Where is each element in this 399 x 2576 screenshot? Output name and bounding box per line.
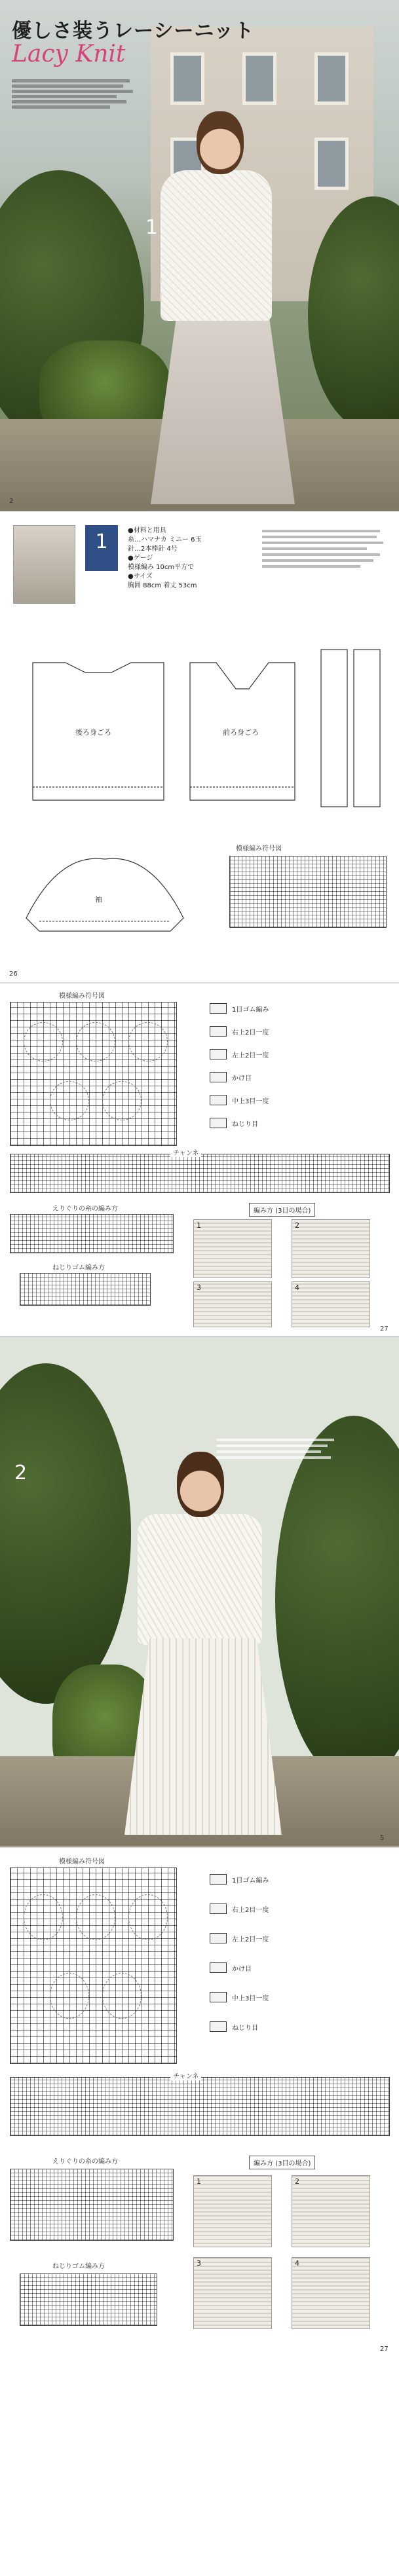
intro-text-block bbox=[12, 77, 143, 111]
ribbing-chart bbox=[10, 2077, 390, 2136]
page-number: 5 bbox=[380, 1835, 385, 1842]
stitch-symbol-icon bbox=[210, 1874, 227, 1885]
thumbnail-photo bbox=[13, 525, 75, 604]
model-lace-top bbox=[138, 1514, 262, 1645]
tree bbox=[275, 1416, 399, 1782]
window bbox=[242, 52, 276, 105]
chart-motif bbox=[50, 1973, 89, 2019]
text-line: 針…2本棒針 4号 bbox=[128, 545, 178, 553]
rib-chart bbox=[20, 2273, 157, 2326]
text-line: ●材料と用具 bbox=[128, 527, 166, 534]
garment-schematics bbox=[13, 636, 387, 833]
step-illustration: 4 bbox=[292, 1281, 370, 1327]
stitch-symbol-icon bbox=[210, 1049, 227, 1059]
page-number: 27 bbox=[380, 1325, 389, 1333]
instructions-page-1 bbox=[0, 511, 399, 982]
pattern-page-1 bbox=[0, 982, 399, 1336]
step-illustration: 4 bbox=[292, 2257, 370, 2329]
chart-motif bbox=[128, 1894, 168, 1940]
page-title-japanese: 優しさ装うレーシーニット bbox=[12, 20, 255, 43]
legend-item: 右上2目一度 bbox=[210, 1904, 269, 1914]
model-lace-top bbox=[161, 170, 272, 321]
legend-item: 左上2目一度 bbox=[210, 1049, 269, 1059]
front-label: 前ろ身ごろ bbox=[223, 728, 259, 737]
main-lace-chart bbox=[10, 1002, 177, 1146]
stitch-symbol-icon bbox=[210, 1095, 227, 1105]
legend-item: ねじり目 bbox=[210, 2021, 258, 2032]
chart-motif bbox=[102, 1081, 142, 1120]
page-number: 26 bbox=[9, 970, 18, 978]
model-lace-skirt bbox=[124, 1638, 282, 1835]
pattern-chart-title: 模様編み符号図 bbox=[236, 845, 282, 853]
legend-item: 右上2目一度 bbox=[210, 1026, 269, 1037]
sleeve-schematic bbox=[13, 839, 210, 957]
stitch-symbol-icon bbox=[210, 1904, 227, 1914]
text-line: 胸囲 88cm 着丈 53cm bbox=[128, 582, 197, 589]
legend-item: 中上3目一度 bbox=[210, 1992, 269, 2002]
stitch-symbol-icon bbox=[210, 1992, 227, 2002]
bottom-margin bbox=[0, 2529, 399, 2576]
legend-item: 中上3目一度 bbox=[210, 1095, 269, 1105]
pattern-chart-title: 模様編み符号図 bbox=[59, 1858, 105, 1866]
sleeve-label: 袖 bbox=[95, 895, 102, 904]
rib-pattern-label: ねじりゴム編み方 bbox=[52, 1264, 105, 1272]
neck-chart bbox=[10, 1214, 174, 1253]
legend-item: かけ目 bbox=[210, 1072, 252, 1082]
stitch-symbol-icon bbox=[210, 1072, 227, 1082]
legend-item: 左上2目一度 bbox=[210, 1933, 269, 1943]
neck-pattern-label: えりぐりの糸の編み方 bbox=[52, 2158, 118, 2165]
main-lace-chart bbox=[10, 1868, 177, 2064]
back-label: 後ろ身ごろ bbox=[75, 728, 111, 737]
text-line: ●サイズ bbox=[128, 573, 153, 580]
photo-page-1 bbox=[0, 0, 399, 511]
step-illustration: 3 bbox=[193, 2257, 272, 2329]
how-to-title: 編み方 (3目の場合) bbox=[249, 1203, 315, 1217]
legend-item: 1目ゴム編み bbox=[210, 1874, 269, 1885]
item-number-box bbox=[85, 525, 118, 571]
chart-motif bbox=[24, 1894, 63, 1940]
materials-text bbox=[128, 526, 202, 591]
text-line: 糸…ハマナカ ミニー 6玉 bbox=[128, 536, 202, 543]
step-illustration: 1 bbox=[193, 2175, 272, 2247]
chart-motif bbox=[50, 1081, 89, 1120]
text-line: ●ゲージ bbox=[128, 555, 153, 562]
stitch-symbol-icon bbox=[210, 1003, 227, 1014]
pattern-chart bbox=[229, 856, 387, 928]
photo-page-2 bbox=[0, 1336, 399, 1847]
window bbox=[314, 138, 349, 190]
chart-motif bbox=[24, 1022, 63, 1061]
window bbox=[170, 52, 204, 105]
instructions-text bbox=[262, 526, 387, 571]
legend-item: 1目ゴム編み bbox=[210, 1003, 269, 1014]
text-line: 模様編み 10cm平方で bbox=[128, 564, 195, 571]
page-number: 27 bbox=[380, 2346, 389, 2353]
legend-item: ねじり目 bbox=[210, 1118, 258, 1128]
pattern-chart-title: 模様編み符号図 bbox=[59, 993, 105, 1000]
stitch-symbol-icon bbox=[210, 2021, 227, 2032]
window bbox=[314, 52, 349, 105]
chart-motif bbox=[128, 1022, 168, 1061]
step-illustration: 2 bbox=[292, 1219, 370, 1278]
ribbing-chart bbox=[10, 1154, 390, 1193]
stitch-symbol-icon bbox=[210, 1026, 227, 1037]
ribbing-label: チャンネ bbox=[170, 2070, 201, 2080]
rib-chart bbox=[20, 1273, 151, 1306]
neck-pattern-label: えりぐりの糸の編み方 bbox=[52, 1205, 118, 1213]
page-number: 2 bbox=[9, 498, 14, 505]
stitch-symbol-icon bbox=[210, 1118, 227, 1128]
item-number: 2 bbox=[14, 1462, 28, 1484]
model-head bbox=[197, 111, 244, 174]
step-illustration: 2 bbox=[292, 2175, 370, 2247]
neckband-schematic bbox=[321, 650, 380, 807]
chart-motif bbox=[76, 1894, 115, 1940]
item-number: 1 bbox=[95, 530, 108, 553]
page-title-english: Lacy Knit bbox=[12, 41, 126, 67]
stitch-symbol-icon bbox=[210, 1933, 227, 1943]
pattern-page-2 bbox=[0, 1847, 399, 2576]
chart-motif bbox=[102, 1973, 142, 2019]
stitch-symbol-icon bbox=[210, 1962, 227, 1973]
caption-text bbox=[216, 1435, 347, 1462]
chart-motif bbox=[76, 1022, 115, 1061]
item-number: 1 bbox=[145, 216, 159, 239]
neck-chart bbox=[10, 2169, 174, 2241]
ribbing-label: チャンネ bbox=[170, 1147, 201, 1157]
rib-pattern-label: ねじりゴム編み方 bbox=[52, 2263, 105, 2270]
how-to-title: 編み方 (3目の場合) bbox=[249, 2156, 315, 2169]
legend-item: かけ目 bbox=[210, 1962, 252, 1973]
tree bbox=[0, 1363, 131, 1704]
step-illustration: 1 bbox=[193, 1219, 272, 1278]
step-illustration: 3 bbox=[193, 1281, 272, 1327]
